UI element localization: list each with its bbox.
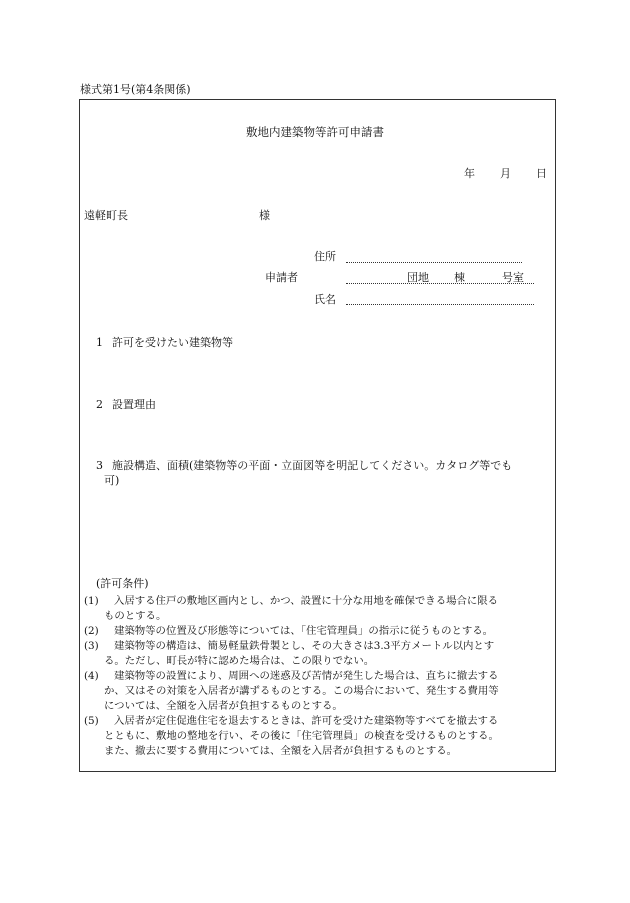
name-field[interactable] [346,304,534,305]
addressee: 遠軽町長 [84,209,128,222]
condition-line: (4) 建築物等の設置により、周囲への迷惑及び苦情が発生した場合は、直ちに撤去する [84,670,499,682]
date-month-label: 月 [500,167,511,180]
condition-line: か、又はその対策を入居者が講ずるものとする。この場合において、発生する費用等 [104,685,499,697]
unit-field[interactable] [346,283,534,284]
condition-line: (5) 入居者が定住促進住宅を退去するときは、許可を受けた建築物等すべてを撤去する [84,715,499,727]
date-year-label: 年 [464,167,475,180]
condition-line: (3) 建築物等の構造は、簡易軽量鉄骨製とし、その大きさは3.3平方メートル以内とす [84,640,495,652]
condition-line: については、全額を入居者が負担するものとする。 [104,700,343,712]
address-label: 住所 [314,250,336,263]
unit-building-label: 棟 [454,271,465,284]
condition-line: ものとする。 [104,610,167,622]
item-reason [96,399,156,410]
item-text: 設置理由 [112,398,156,411]
honorific: 様 [259,209,270,222]
name-label: 氏名 [314,293,336,306]
item-structure [96,460,512,471]
address-field[interactable] [346,262,522,263]
date-day-label: 日 [536,167,547,180]
condition-line: (2) 建築物等の位置及び形態等については、「住宅管理員」の指示に従うものとする。 [84,625,494,637]
item-text: 許可を受けたい建築物等 [112,336,233,349]
item-structure-continuation: 可) [104,474,120,487]
conditions-title: (許可条件) [96,577,149,590]
condition-line: とともに、敷地の整地を行い、その後に「住宅管理員」の検査を受けるものとする。 [104,730,499,742]
item-text: 施設構造、面積(建築物等の平面・立面図等を明記してください。カタログ等でも [112,459,513,472]
applicant-label: 申請者 [265,271,298,284]
item-number: 2 [96,398,103,411]
item-number: 1 [96,336,103,349]
condition-line: る。ただし、町長が特に認めた場合は、この限りでない。 [104,655,375,667]
condition-line: (1) 入居する住戸の敷地区画内とし、かつ、設置に十分な用地を確保できる場合に限る [84,595,499,607]
page-title: 敷地内建築物等許可申請書 [246,125,384,139]
unit-danchi-label: 団地 [407,271,429,284]
form-number-label: 様式第1号(第4条関係) [80,83,191,96]
item-number: 3 [96,459,103,472]
conditions-list [84,594,554,759]
item-building [96,337,233,348]
unit-room-label: 号室 [502,271,524,284]
condition-line: また、撤去に要する費用については、全額を入居者が負担するものとする。 [104,745,458,757]
